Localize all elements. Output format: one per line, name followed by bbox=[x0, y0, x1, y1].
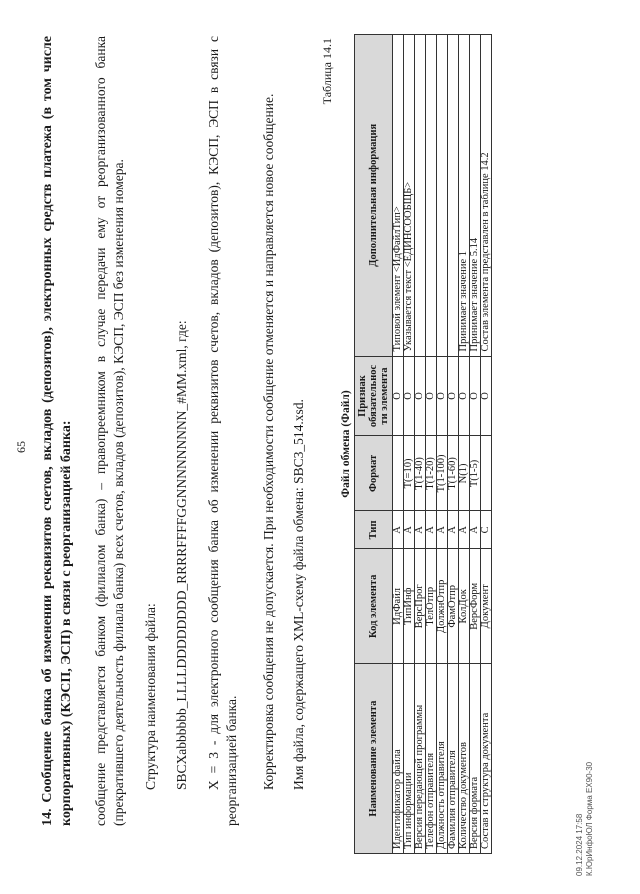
cell-required: О bbox=[459, 356, 470, 436]
paragraph-description: сообщение представляется банком (филиалом банка) – правопреемником в случае передачи ему от реорганизованного банка (прекратившего деятельность филиала банка) всех счетов, вкладов (депозитов), КЭСП, ЭСП без изменения номера. bbox=[93, 36, 126, 826]
table-row bbox=[459, 35, 470, 854]
table-row bbox=[415, 35, 426, 854]
cell-element-name: Тип информации bbox=[404, 664, 415, 854]
header-type: Тип bbox=[355, 511, 393, 549]
cell-required: О bbox=[481, 356, 492, 436]
section-heading: 14. Сообщение банка об изменении реквизитов счетов, вкладов (депозитов), электронных средств платежа (в том числе корпоративных) (КЭСП, ЭСП) в связи с реорганизацией банка: bbox=[40, 36, 74, 826]
cell-type: А bbox=[426, 511, 437, 549]
cell-additional-info: Принимает значение 5.14 bbox=[470, 35, 481, 357]
table-row bbox=[393, 35, 404, 854]
cell-element-code: ТелОтпр bbox=[426, 549, 437, 664]
table-row bbox=[448, 35, 459, 854]
margin-stamp bbox=[575, 762, 595, 876]
cell-format: T(1-5) bbox=[470, 436, 481, 511]
margin-stamp-form: К.ЮрИнфоЮЛ Форма ЕХ90-30 bbox=[585, 761, 594, 876]
table-row bbox=[481, 35, 492, 854]
cell-additional-info bbox=[415, 35, 426, 357]
cell-element-name: Идентификатор файла bbox=[393, 664, 404, 854]
cell-additional-info bbox=[426, 35, 437, 357]
paragraph-correction-note: Корректировка сообщения не допускается. При необходимости сообщение отменяется и направляется новое сообщение. bbox=[261, 93, 276, 790]
margin-stamp-date: 09.12.2024 17:58 bbox=[575, 813, 584, 876]
cell-additional-info bbox=[448, 35, 459, 357]
cell-required: О bbox=[470, 356, 481, 436]
cell-additional-info bbox=[437, 35, 448, 357]
cell-element-name: Должность отправителя bbox=[437, 664, 448, 854]
cell-format: T(1-100) bbox=[437, 436, 448, 511]
cell-element-name: Версия формата bbox=[470, 664, 481, 854]
cell-format: T(1-40) bbox=[415, 436, 426, 511]
paragraph-schema-name: Имя файла, содержащего XML-схему файла обмена: SBC3_514.xsd. bbox=[291, 399, 306, 790]
cell-required: О bbox=[415, 356, 426, 436]
cell-required: О bbox=[426, 356, 437, 436]
cell-additional-info: Указывается текст <ЕДИНСООБЩБ> bbox=[404, 35, 415, 357]
cell-required: О bbox=[404, 356, 415, 436]
cell-format bbox=[393, 436, 404, 511]
cell-type: С bbox=[481, 511, 492, 549]
cell-required: О bbox=[448, 356, 459, 436]
paragraph-filename-structure: Структура наименования файла: bbox=[143, 603, 158, 790]
cell-additional-info: Состав элемента представлен в таблице 14.2 bbox=[481, 35, 492, 357]
header-element-name: Наименование элемента bbox=[355, 664, 393, 854]
cell-element-name: Состав и структура документа bbox=[481, 664, 492, 854]
cell-type: А bbox=[415, 511, 426, 549]
cell-format: T(=10) bbox=[404, 436, 415, 511]
cell-element-code: ВерсПрог bbox=[415, 549, 426, 664]
cell-type: А bbox=[393, 511, 404, 549]
cell-type: А bbox=[459, 511, 470, 549]
cell-type: А bbox=[470, 511, 481, 549]
cell-type: А bbox=[404, 511, 415, 549]
cell-format bbox=[481, 436, 492, 511]
table-row bbox=[426, 35, 437, 854]
cell-type: А bbox=[448, 511, 459, 549]
cell-element-code: ИдФайл bbox=[393, 549, 404, 664]
cell-additional-info: Принимает значение 1 bbox=[459, 35, 470, 357]
header-element-code: Код элемента bbox=[355, 549, 393, 664]
cell-element-name: Фамилия отправителя bbox=[448, 664, 459, 854]
paragraph-filename-pattern: SBCXabbbbbb_LLLLDDDDDDDD_RRRRFFFFGGNNNNNNNNN_#MM.xml, где: bbox=[174, 320, 189, 790]
cell-required: О bbox=[437, 356, 448, 436]
cell-element-name: Телефон отправителя bbox=[426, 664, 437, 854]
table-title: Файл обмена (Файл) bbox=[340, 390, 352, 498]
cell-element-code: Документ bbox=[481, 549, 492, 664]
table-row bbox=[437, 35, 448, 854]
cell-required: О bbox=[393, 356, 404, 436]
cell-element-code: ТипИнф bbox=[404, 549, 415, 664]
table-row bbox=[470, 35, 481, 854]
data-table bbox=[354, 34, 492, 854]
table-header-row bbox=[355, 35, 393, 854]
page-number: 65 bbox=[14, 441, 28, 453]
cell-element-code: КолДок bbox=[459, 549, 470, 664]
header-additional-info: Дополнительная информация bbox=[355, 35, 393, 357]
header-required-flag: Признак обязательнос ти элемента bbox=[355, 356, 393, 436]
paragraph-x-definition: X = 3 - для электронного сообщения банка об изменении реквизитов счетов, вкладов (депозитов), КЭСП, ЭСП в связи с реорганизацией банка. bbox=[206, 36, 239, 826]
cell-format: T(1-20) bbox=[426, 436, 437, 511]
cell-element-code: ФамОтпр bbox=[448, 549, 459, 664]
cell-element-code: ВерсФорм bbox=[470, 549, 481, 664]
cell-format: T(1-60) bbox=[448, 436, 459, 511]
table-caption: Таблица 14.1 bbox=[320, 38, 334, 105]
cell-element-name: Количество документов bbox=[459, 664, 470, 854]
cell-additional-info: Типовой элемент <ИдФайлТип> bbox=[393, 35, 404, 357]
cell-type: А bbox=[437, 511, 448, 549]
header-format: Формат bbox=[355, 436, 393, 511]
cell-format: N(1) bbox=[459, 436, 470, 511]
cell-element-code: ДолжнОтпр bbox=[437, 549, 448, 664]
table-row bbox=[404, 35, 415, 854]
cell-element-name: Версия передающей программы bbox=[415, 664, 426, 854]
exchange-file-table bbox=[340, 34, 492, 854]
